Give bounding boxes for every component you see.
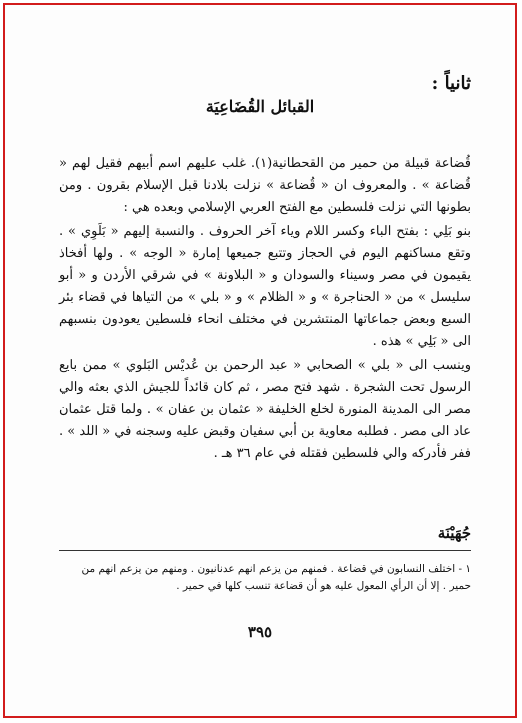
section-number-heading: ثانياً : [431,73,471,94]
paragraph-abdulrahman: وينسب الى « بلي » الصحابي « عبد الرحمن بن عُديْس البَلوي » ممن بايع الرسول تحت الشجرة . شهد فتح مصر ، ثم كان قائداً للجيش الذي بعثه والي مصر الى المدينة المنورة لخلع الخليفة « عثمان بن عفان » . ولما قتل عثمان عاد الى مصر . فطلبه معاوية بن أبي سفيان وقبض عليه وسجنه في « اللد » . ففر فأدركه والي فلسطين فقتله في عام ٣٦ هـ . [59,358,471,461]
body-text [59,153,471,465]
section-title: القبائل القُضَاعِيَة [205,97,315,116]
paragraph-bani-bali: بنو بَلِي : بفتح الباء وكسر اللام وياء آخر الحروف . والنسبة إليهم « بَلَوِي » . وتقع مساكنهم اليوم في الحجاز وتتبع جميعها إمارة « الوجه » . ولها أفخاذ يقيمون في مصر وسيناء والسودان و « البلاونة » في شرقي الأردن و « أبو سليسل » من « الحناجرة » و « الظلام » و « بلي » من التياها في قضاء بئر السبع وبعض جماعاتها المنتشرين في مختلف انحاء فلسطين يعودون بنسبهم الى « بَلِي » هذه . [59,224,471,349]
footnote [59,561,471,595]
footnote-line: حمير . إلا أن الرأي المعول عليه هو أن قضاعة تنسب كلها في حمير . [176,580,471,592]
footnote-divider [59,550,471,551]
footnote-line: ١ - اختلف النسابون في قضاعة . فمنهم من يزعم انهم عدنانيون . ومنهم من يزعم انهم من [81,563,471,575]
page-frame [3,3,517,718]
paragraph-intro: قُضاعة قبيلة من حمير من القحطانية(١). غلب عليهم اسم أبيهم فقيل لهم « قُضاعة » . والمعروف ان « قُضاعة » نزلت بلادنا قبل الإسلام بقرون . ومن بطونها التي نزلت فلسطين مع الفتح العربي الإسلامي وبعده هي : [59,156,471,215]
sub-heading: جُهَيْنَة [437,524,471,542]
book-page [5,5,515,716]
page-number: ٣٩٥ [247,623,273,641]
